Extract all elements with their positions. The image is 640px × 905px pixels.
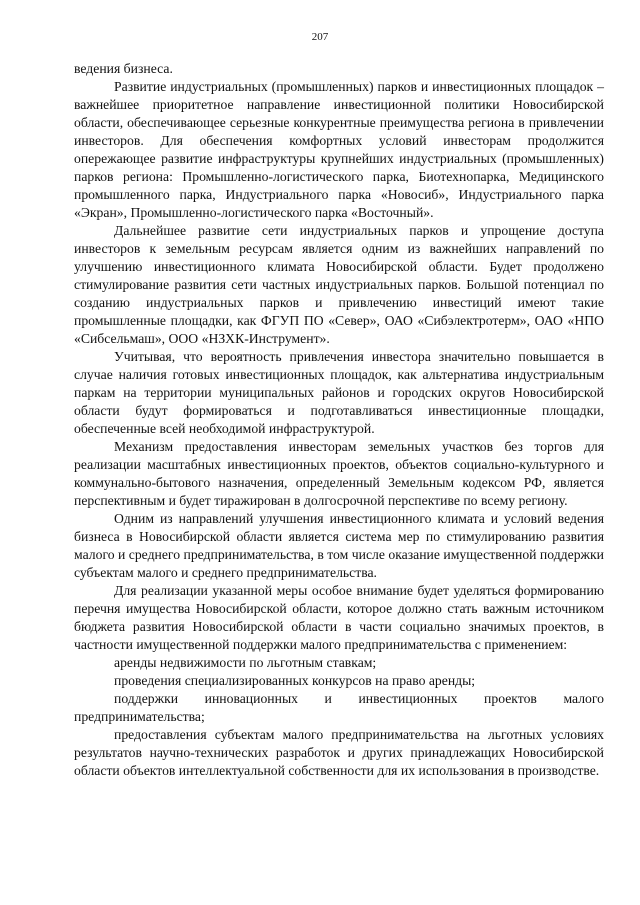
paragraph-land-mechanism: Механизм предоставления инвесторам земельных участков без торгов для реализации масштабных инвестиционных проектов, объектов социально-культурного и коммунально-бытового назначения, определенный Земельным кодексом РФ, является перспективным и будет тиражирован в долгосрочной перспективе по всему региону. [74, 439, 604, 508]
list-item-competitions: проведения специализированных конкурсов на право аренды; [114, 673, 476, 688]
paragraph-investment-sites: Учитывая, что вероятность привлечения инвестора значительно повышается в случае наличия готовых инвестиционных площадок, как альтернатива индустриальным паркам на территории муниципальных районов и городских округов Новосибирской области будут формироваться и подготавливаться инвестиционные площадки, обеспеченные всей необходимой инфраструктурой. [74, 349, 604, 436]
paragraph-industrial-parks: Развитие индустриальных (промышленных) парков и инвестиционных площадок – важнейшее приоритетное направление инвестиционной политики Новосибирской области, обеспечивающее серьезные конкурентные преимущества региона в привлечении инвесторов. Для обеспечения комфортных условий инвесторам продолжится опережающее развитие инфраструктуры крупнейших индустриальных (промышленных) парков региона: Промышленно-логистического парка, Биотехнопарка, Медицинского промышленного парка, Индустриального парка «Новосиб», Индустриального парка «Экран», Промышленно-логистического парка «Восточный». [74, 79, 604, 220]
list-item-innovation: поддержки инновационных и инвестиционных проектов малого предпринимательства; [74, 691, 604, 724]
list-item-rnd-results: предоставления субъектам малого предпринимательства на льготных условиях результатов научно-технических разработок и других принадлежащих Новосибирской области объектов интеллектуальной собственности для их использования в производстве. [74, 727, 604, 778]
document-body [74, 60, 604, 780]
list-item-rent: аренды недвижимости по льготным ставкам; [114, 655, 377, 670]
paragraph-small-business-support: Одним из направлений улучшения инвестиционного климата и условий ведения бизнеса в Новосибирской области является система мер по стимулированию развития малого и среднего предпринимательства, в том числе оказание имущественной поддержки субъектам малого и среднего предпринимательства. [74, 511, 604, 580]
page-number: 207 [311, 31, 329, 43]
paragraph-property-list: Для реализации указанной меры особое внимание будет уделяться формированию перечня имущества Новосибирской области, которое должно стать важным источником бюджета развития Новосибирской области в части социально значимых проектов, в частности имущественной поддержки малого предпринимательства с применением: [74, 583, 604, 652]
paragraph-continuation: ведения бизнеса. [74, 61, 173, 76]
paragraph-park-network: Дальнейшее развитие сети индустриальных парков и упрощение доступа инвесторов к земельным ресурсам является одним из важнейших направлений по улучшению инвестиционного климата Новосибирской области. Будет продолжено стимулирование развития сети частных индустриальных парков. Большой потенциал по созданию индустриальных парков и привлечению инвестиций имеют такие промышленные площадки, как ФГУП ПО «Север», ОАО «Сибэлектротерм», ОАО «НПО «Сибсельмаш», ООО «НЗХК-Инструмент». [74, 223, 604, 346]
